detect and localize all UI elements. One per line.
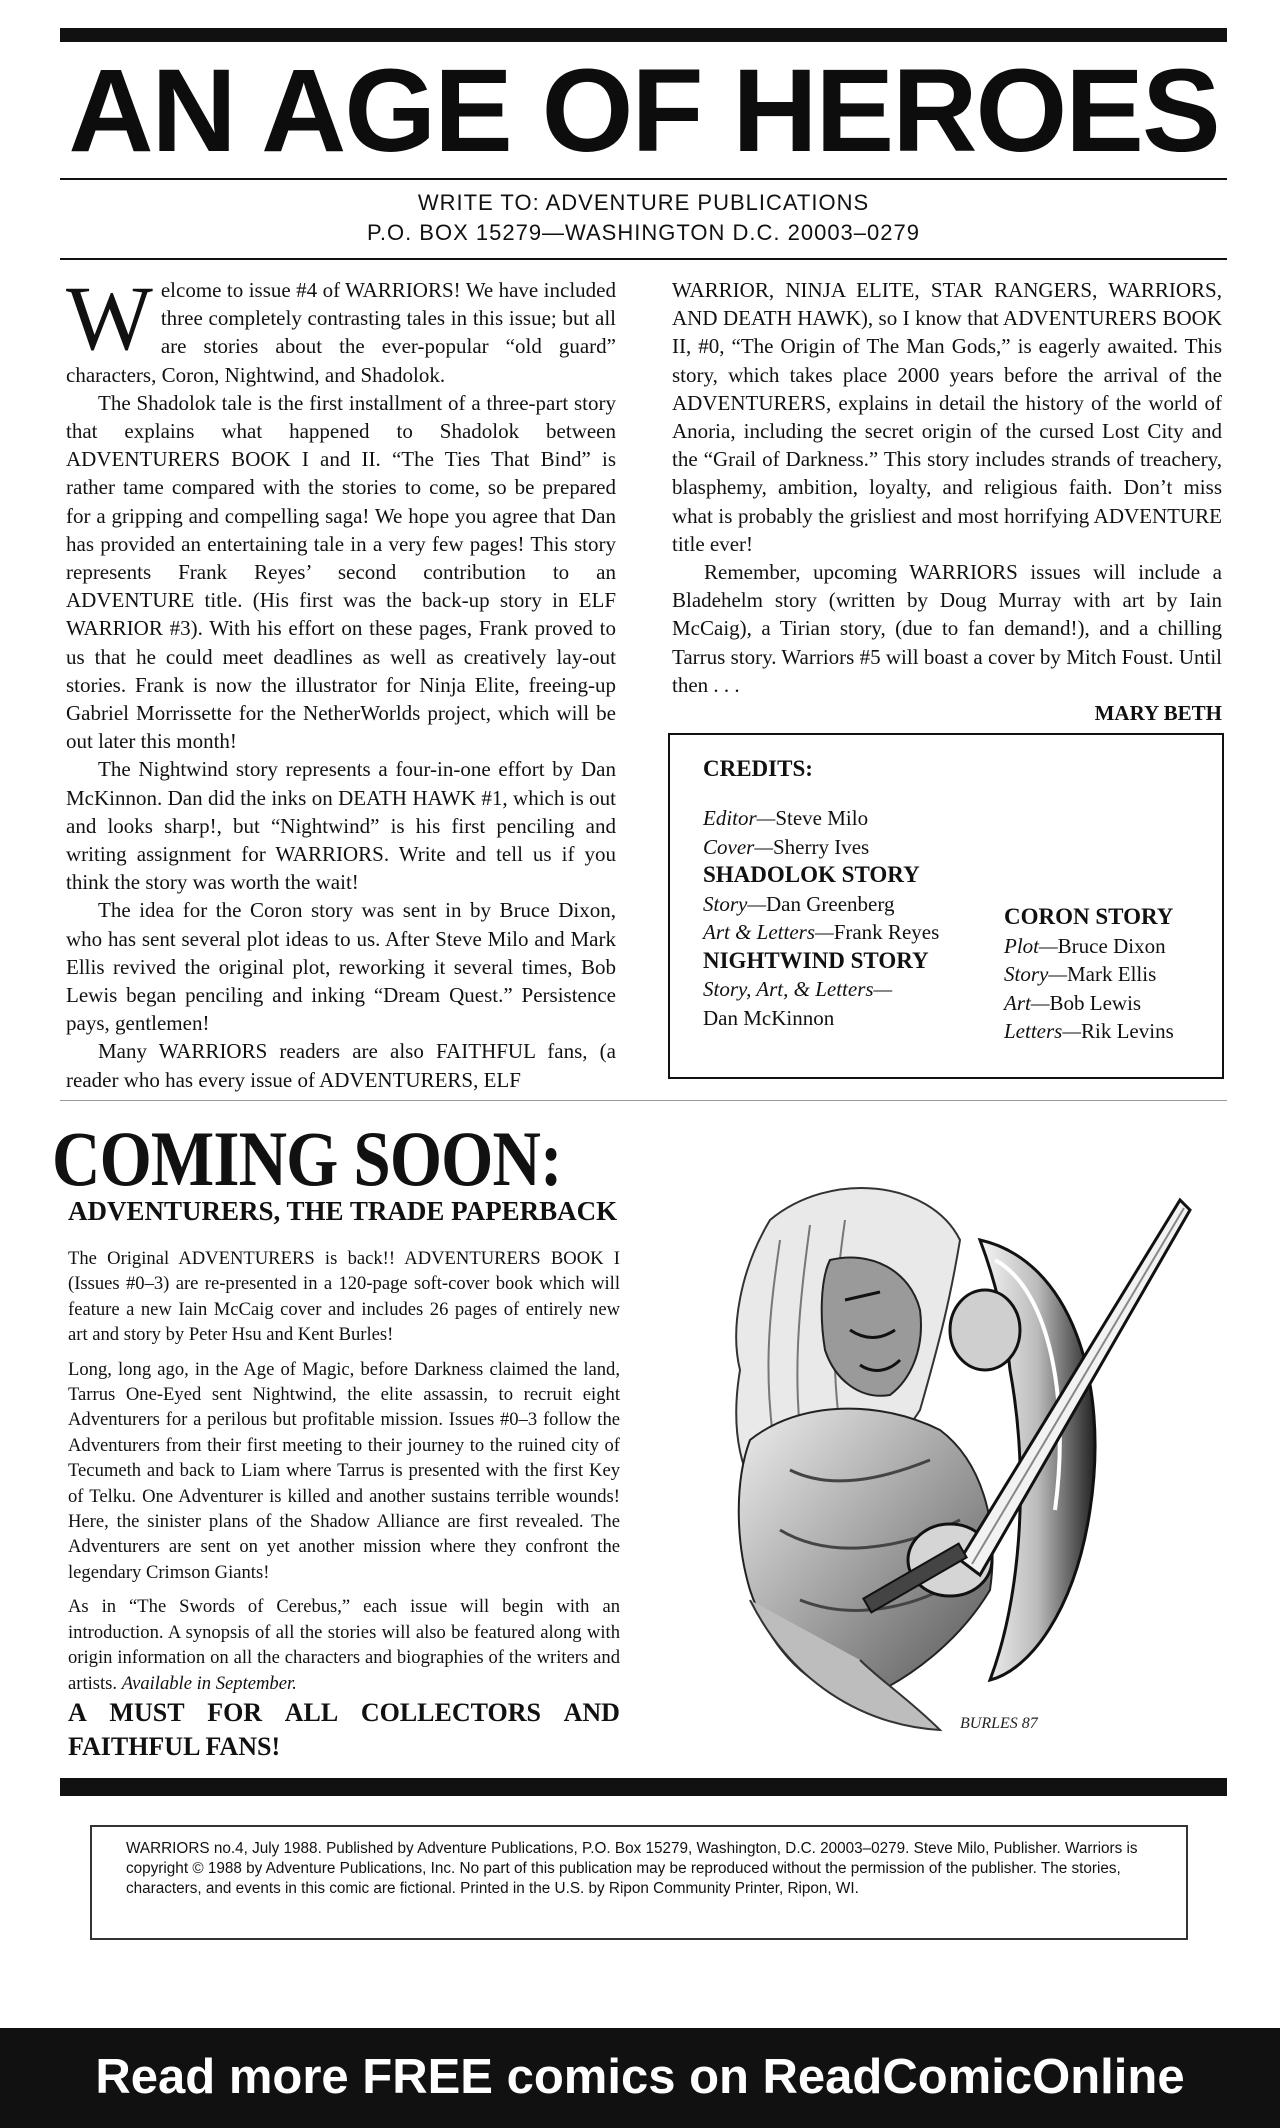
- editorial-paragraph: Remember, upcoming WARRIORS issues will include a Bladehelm story (written by Doug Murray with art by Iain McCaig), a Tirian story, (due to fan demand!), and a chilling Tarrus story. Warriors #5 will boast a cover by Mitch Foust. Until then . . .: [672, 560, 1222, 697]
- indicia-box: [90, 1825, 1188, 1940]
- coron-heading: CORON STORY: [1004, 904, 1174, 929]
- editorial-paragraph: The idea for the Coron story was sent in by Bruce Dixon, who has sent several plot ideas to us. After Steve Milo and Mark Ellis revived the original plot, reworking it several times, Bob Lewis began penciling and inking “Dream Quest.” Persistence pays, gentlemen!: [66, 898, 616, 1036]
- promo-banner[interactable]: Read more FREE comics on ReadComicOnline: [0, 2028, 1280, 2128]
- callout-word: COLLECTORS: [360, 1698, 541, 1727]
- credits-box: [668, 733, 1224, 1079]
- editorial-paragraph: WARRIOR, NINJA ELITE, STAR RANGERS, WARRIORS, AND DEATH HAWK), so I know that ADVENTURERS BOOK II, #0, “The Origin of The Man Gods,” is eagerly awaited. This story, which takes place 2000 years before the arrival of the ADVENTURERS, explains in detail the history of the world of Anoria, including the secret origin of the cursed Lost City and the “Grail of Darkness.” This story includes strands of treachery, blasphemy, ambition, loyalty, and religious faith. Don’t miss what is probably the grisliest and most horrifying ADVENTURE title ever!: [672, 278, 1222, 556]
- callout-word: FOR: [207, 1698, 263, 1727]
- credits-right-list: [1004, 903, 1214, 1046]
- collectors-callout-line-2: FAITHFUL FANS!: [68, 1732, 281, 1761]
- credit-coron-story: Story—Mark Ellis: [1004, 962, 1157, 986]
- coming-soon-subtitle: ADVENTURERS, THE TRADE PAPERBACK: [68, 1196, 618, 1226]
- warrior-illustration: [710, 1180, 1230, 1750]
- page-title: AN AGE OF HEROES: [68, 45, 1219, 177]
- upper-fist: [950, 1290, 1020, 1370]
- credit-nightwind-role: Story, Art, & Letters—: [703, 977, 893, 1001]
- editor-signature: MARY BETH: [1094, 701, 1222, 726]
- credit-coron-letters: Letters—Rik Levins: [1004, 1019, 1174, 1043]
- top-rule: [60, 28, 1227, 42]
- section-divider: [60, 1100, 1227, 1101]
- callout-word: AND: [563, 1698, 620, 1727]
- credits-heading: CREDITS:: [703, 756, 813, 781]
- editorial-left-column: [66, 267, 616, 1094]
- credits-left-list: [703, 804, 1003, 1032]
- bottom-rule: [60, 1778, 1227, 1796]
- coming-soon-title: COMING SOON:: [52, 1115, 562, 1202]
- credit-coron-art: Art—Bob Lewis: [1004, 990, 1142, 1015]
- nightwind-heading: NIGHTWIND STORY: [703, 947, 929, 973]
- credit-editor: Editor—Steve Milo: [703, 806, 869, 830]
- callout-word: ALL: [284, 1698, 339, 1727]
- masthead-rule-lower: [60, 258, 1227, 260]
- credit-coron-plot: Plot—Bruce Dixon: [1004, 933, 1166, 958]
- callout-word: MUST: [109, 1698, 185, 1727]
- coming-soon-paragraph: The Original ADVENTURERS is back!! ADVENTURERS BOOK I (Issues #0–3) are re-presented in a 120-page soft-cover book which will feature a new Iain McCaig cover and includes 26 pages of entirely new art and story by Peter Hsu and Kent Burles!: [68, 1248, 620, 1346]
- coming-soon-paragraph: Long, long ago, in the Age of Magic, before Darkness claimed the land, Tarrus One-Eyed sent Nightwind, the elite assassin, to recruit eight Adventurers for a perilous but profitable mission. Issues #0–3 follow the Adventurers from their first meeting to their journey to the ruined city of Tecumeth and back to Liam where Tarrus is presented with the first Key of Telku. One Adventurer is killed and another sustains terrible wounds! Here, the sinister plans of the Shadow Alliance are first revealed. The Adventurers are sent on yet another mission where they confront the legendary Crimson Giants!: [68, 1358, 620, 1583]
- address-block: [60, 188, 1227, 248]
- credit-cover: Cover—Sherry Ives: [703, 834, 870, 859]
- shadolok-heading: SHADOLOK STORY: [703, 862, 920, 887]
- collectors-callout: [68, 1696, 620, 1764]
- address-line-1: WRITE TO: ADVENTURE PUBLICATIONS: [417, 190, 870, 215]
- collectors-callout-line-1: [68, 1696, 620, 1730]
- callout-word: A: [68, 1698, 87, 1727]
- indicia-text: WARRIORS no.4, July 1988. Published by Adventure Publications, P.O. Box 15279, Washington, D.C. 20003–0279. Steve Milo, Publisher. Warriors is copyright © 1988 by Adventure Publications, Inc. No part of this publication may be reproduced without the permission of the publisher. The stories, characters, and events in this comic are fictional. Printed in the U.S. by Ripon Community Printer, Ripon, WI.: [126, 1840, 1138, 1897]
- editorial-paragraph: The Nightwind story represents a four-in-one effort by Dan McKinnon. Dan did the inks on DEATH HAWK #1, which is out and looks sharp!, but “Nightwind” is his first penciling and writing assignment for WARRIORS. Write and tell us if you think the story was worth the wait!: [66, 757, 616, 895]
- coming-soon-paragraph: As in “The Swords of Cerebus,” each issue will begin with an introduction. A synopsis of all the stories will also be featured along with origin information on all the characters and biographies of the writers and artists. Available in September.: [68, 1596, 620, 1694]
- drop-cap: W: [66, 267, 153, 369]
- editorial-right-column: [672, 276, 1222, 727]
- masthead-rule-upper: [60, 178, 1227, 180]
- coming-soon-body: [68, 1246, 620, 1705]
- address-line-2: P.O. BOX 15279—WASHINGTON D.C. 20003–0279: [367, 220, 920, 245]
- credit-shadolok-story: Story—Dan Greenberg: [703, 891, 895, 916]
- editorial-paragraph: The Shadolok tale is the first installment of a three-part story that explains what happened to Shadolok between ADVENTURERS BOOK I and II. “The Ties That Bind” is rather tame compared with the stories to come, so be prepared for a gripping and compelling saga! We hope you agree that Dan has provided an entertaining tale in a very few pages! This story represents Frank Reyes’ second contribution to an ADVENTURE title. (His first was the back-up story in ELF WARRIOR #3). With his effort on these pages, Frank proved to us that he could meet deadlines as well as creatively lay-out stories. Frank is now the illustrator for Ninja Elite, freeing-up Gabriel Morrissette for the NetherWorlds project, which will be out later this month!: [66, 390, 616, 754]
- credit-shadolok-art: Art & Letters—Frank Reyes: [703, 920, 940, 944]
- art-signature: BURLES 87: [960, 1715, 1038, 1732]
- editorial-paragraph: Welcome to issue #4 of WARRIORS! We have included three completely contrasting tales in this issue; but all are stories about the ever-popular “old guard” characters, Coron, Nightwind, and Shadolok.: [66, 267, 616, 387]
- warrior-drawing: [710, 1180, 1230, 1750]
- credit-nightwind-name: Dan McKinnon: [703, 1005, 835, 1030]
- editorial-paragraph: Many WARRIORS readers are also FAITHFUL fans, (a reader who has every issue of ADVENTURERS, ELF: [66, 1039, 616, 1092]
